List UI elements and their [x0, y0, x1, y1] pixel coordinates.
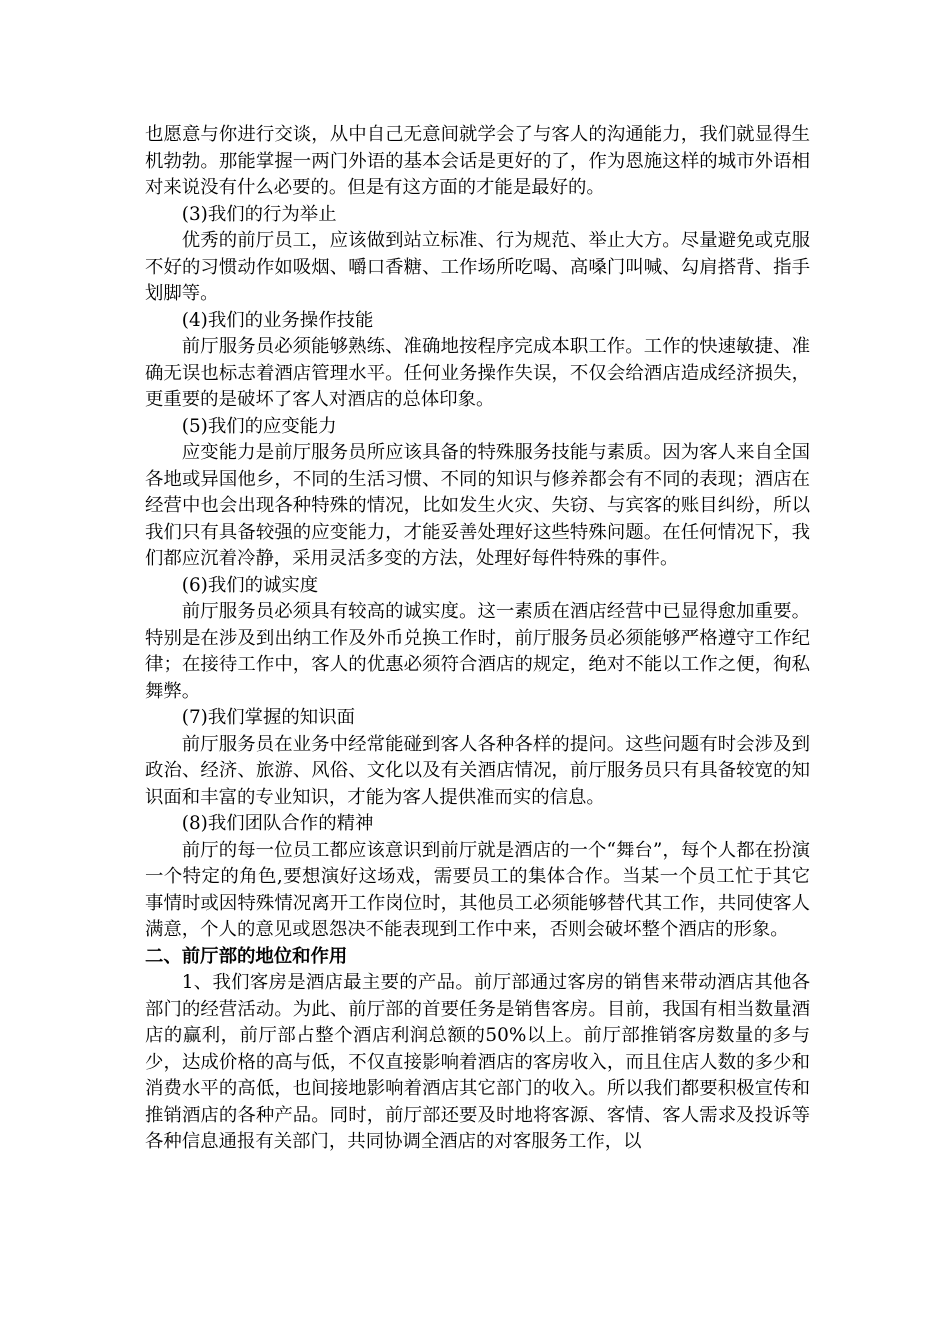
subheading-knowledge: (7)我们掌握的知识面: [181, 707, 355, 728]
paragraph-teamwork: 前厅的每一位员工都应该意识到前厅就是酒店的一个“舞台”，每个人都在扮演一个特定的角色,要想演好这场戏，需要员工的集体合作。当某一个员工忙于其它事情时或因特殊情况离开工作岗位时，其他员工必须能够替代其工作，共同使客人满意，个人的意见或恩怨决不能表现到工作中来，否则会破坏整个酒店的形象。: [145, 839, 810, 940]
subheading-honesty: (6)我们的诚实度: [181, 574, 319, 596]
document-page: [145, 122, 810, 1156]
subheading-teamwork: (8)我们团队合作的精神: [181, 813, 374, 834]
subheading-operation-skills: (4)我们的业务操作技能: [181, 309, 374, 331]
paragraph-honesty: 前厅服务员必须具有较高的诚实度。这一素质在酒店经营中已显得愈加重要。特别是在涉及到出纳工作及外币兑换工作时，前厅服务员必须能够严格遵守工作纪律；在接待工作中，客人的优惠必须符合酒店的规定，绝对不能以工作之便，徇私舞弊。: [145, 601, 810, 702]
paragraph-behavior: 优秀的前厅员工，应该做到站立标准、行为规范、举止大方。尽量避免或克服不好的习惯动作如吸烟、嚼口香糖、工作场所吃喝、高嗓门叫喊、勾肩搭背、指手划脚等。: [145, 230, 810, 304]
paragraph-front-office-role: 1、我们客房是酒店最主要的产品。前厅部通过客房的销售来带动酒店其他各部门的经营活动。为此、前厅部的首要任务是销售客房。目前，我国有相当数量酒店的赢利，前厅部占整个酒店利润总额的50%以上。前厅部推销客房数量的多与少，达成价格的高与低，不仅直接影响着酒店的客房收入，而且住店人数的多少和消费水平的高低，也间接地影响着酒店其它部门的收入。所以我们都要积极宣传和推销酒店的各种产品。同时，前厅部还要及时地将客源、客情、客人需求及投诉等各种信息通报有关部门，共同协调全酒店的对客服务工作，以: [145, 972, 810, 1152]
paragraph-adaptability: 应变能力是前厅服务员所应该具备的特殊服务技能与素质。因为客人来自全国各地或异国他乡，不同的生活习惯、不同的知识与修养都会有不同的表现；酒店在经营中也会出现各种特殊的情况，比如发生火灾、失窃、与宾客的账目纠纷，所以我们只有具备较强的应变能力，才能妥善处理好这些特殊问题。在任何情况下，我们都应沉着冷静，采用灵活多变的方法，处理好每件特殊的事件。: [145, 442, 810, 569]
subheading-adaptability: (5)我们的应变能力: [181, 415, 337, 437]
paragraph-knowledge: 前厅服务员在业务中经常能碰到客人各种各样的提问。这些问题有时会涉及到政治、经济、旅游、风俗、文化以及有关酒店情况，前厅服务员只有具备较宽的知识面和丰富的专业知识，才能为客人提供准而实的信息。: [145, 733, 810, 808]
paragraph-operation-skills: 前厅服务员必须能够熟练、准确地按程序完成本职工作。工作的快速敏捷、准确无误也标志着酒店管理水平。任何业务操作失误，不仅会给酒店造成经济损失，更重要的是破坏了客人对酒店的总体印象。: [145, 336, 810, 410]
section-heading-front-office-role: 二、前厅部的地位和作用: [145, 945, 348, 967]
subheading-behavior: (3)我们的行为举止: [181, 203, 337, 225]
paragraph-intro-continued: 也愿意与你进行交谈，从中自己无意间就学会了与客人的沟通能力，我们就显得生机勃勃。那能掌握一两门外语的基本会话是更好的了，作为恩施这样的城市外语相对来说没有什么必要的。但是有这方面的才能是最好的。: [145, 124, 810, 198]
